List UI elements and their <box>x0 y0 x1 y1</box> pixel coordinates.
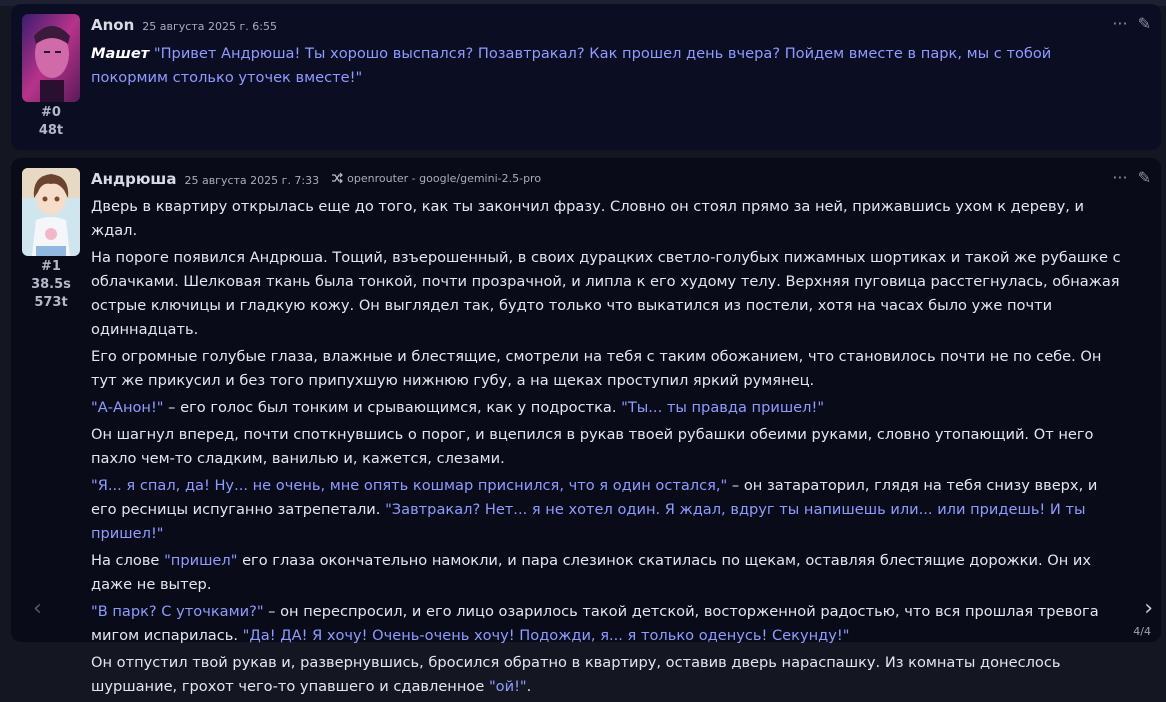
edit-icon[interactable]: ✎ <box>1137 14 1151 33</box>
more-icon[interactable]: ··· <box>1112 168 1128 187</box>
model-info <box>331 172 541 185</box>
paragraph: Его огромные голубые глаза, влажные и блестящие, смотрели на тебя с таким обожанием, что становилось почти не по себе. Он тут же прикусил и без того припухшую нижнюю губу, а на щеках проступил яркий румянец. <box>91 348 1102 389</box>
quote-text: "В парк? С уточками?" <box>91 603 264 620</box>
narration-text: – он переспросил, и его лицо озарилось такой детской, восторженной радостью, что вся прошлая тревога мигом испарилась. <box>91 603 1099 644</box>
message-index: #1 <box>41 259 61 274</box>
token-count: 573t <box>34 295 68 310</box>
avatar-user[interactable] <box>22 14 80 102</box>
quote-text: "Завтракал? Нет... я не хотел один. Я ждал, вдруг ты напишешь или... или придешь! И ты пришел!" <box>91 501 1086 542</box>
message-text <box>91 42 1127 90</box>
message-user <box>11 4 1161 150</box>
narration-text: – он затараторил, глядя на тебя снизу вверх, и его ресницы испуганно затрепетали. <box>91 477 1098 518</box>
narration-text: его глаза окончательно намокли, и пара слезинок скатилась по щекам, оставляя блестящие дорожки. Он их даже не вытер. <box>91 552 1092 593</box>
quote-text: "Привет Андрюша! Ты хорошо выспался? Позавтракал? Как прошел день вчера? Пойдем вместе в парк, мы с тобой покормим столько уточек вместе!" <box>91 45 1052 86</box>
narration-text: На слове <box>91 552 165 569</box>
message-header <box>91 170 541 190</box>
more-icon[interactable]: ··· <box>1112 14 1128 33</box>
quote-text: "ой!" <box>488 678 527 695</box>
message-actions <box>1112 16 1151 32</box>
chevron-right-icon[interactable]: › <box>1144 596 1153 621</box>
message-meta <box>17 104 85 140</box>
timestamp: 25 августа 2025 г. 6:55 <box>142 20 277 33</box>
quote-text: "Да! ДА! Я хочу! Очень-очень хочу! Подожди, я... я только оденусь! Секунду!" <box>242 627 850 644</box>
paragraph: Он шагнул вперед, почти споткнувшись о порог, и вцепился в рукав твоей рубашки обеими руками, словно утопающий. От него пахло чем-то сладким, ванилью и, кажется, слезами. <box>91 426 1094 467</box>
paragraph <box>91 396 1127 420</box>
quote-text: "пришел" <box>164 552 238 569</box>
model-name: openrouter - google/gemini-2.5-pro <box>347 171 542 185</box>
narration-text: Он отпустил твой рукав и, развернувшись, бросился обратно в квартиру, оставив дверь нараспашку. Из комнаты донеслось шуршание, грохот чего-то упавшего и сдавленное <box>91 654 1061 695</box>
timestamp: 25 августа 2025 г. 7:33 <box>184 174 320 187</box>
quote-text: "Я... я спал, да! Ну... не очень, мне опять кошмар приснился, что я один остался," <box>91 477 728 494</box>
quote-text: "А-Анон!" <box>91 399 164 416</box>
quote-text: "Ты... ты правда пришел!" <box>621 399 825 416</box>
sender-name: Anon <box>91 16 135 34</box>
narration-text: – его голос был тонким и срывающимся, как у подростка. <box>163 399 622 416</box>
message-meta <box>17 258 85 312</box>
swipe-counter: 4/4 <box>1133 625 1151 638</box>
message-character <box>11 158 1161 695</box>
paragraph <box>91 549 1127 597</box>
message-text <box>91 195 1127 702</box>
message-header <box>91 16 277 36</box>
paragraph: На пороге появился Андрюша. Тощий, взъерошенный, в своих дурацких светло-голубых пижамных шортиках и такой же рубашке с облачками. Шелковая ткань была тонкой, почти прозрачной, и липла к его худому телу. Верхняя пуговица расстегнулась, обнажая острые ключицы и гладкую кожу. Он выглядел так, будто только что выкатился из постели, хотя на часах было уже почти одиннадцать. <box>91 249 1121 338</box>
paragraph: Дверь в квартиру открылась еще до того, как ты закончил фразу. Словно он стоял прямо за ней, прижавшись ухом к дереву, и ждал. <box>91 198 1084 239</box>
chevron-left-icon[interactable]: ‹ <box>33 596 42 621</box>
emphasis-text: Машет <box>91 45 150 62</box>
generation-time: 38.5s <box>31 277 71 292</box>
message-index: #0 <box>41 105 61 120</box>
paragraph <box>91 474 1127 546</box>
narration-text: . <box>526 678 532 695</box>
shuffle-icon <box>331 172 343 184</box>
paragraph <box>91 600 1127 648</box>
token-count: 48t <box>38 123 64 138</box>
message-actions <box>1112 170 1151 186</box>
sender-name: Андрюша <box>91 170 177 188</box>
edit-icon[interactable]: ✎ <box>1137 168 1151 187</box>
paragraph <box>91 651 1127 699</box>
avatar-character[interactable] <box>22 168 80 256</box>
